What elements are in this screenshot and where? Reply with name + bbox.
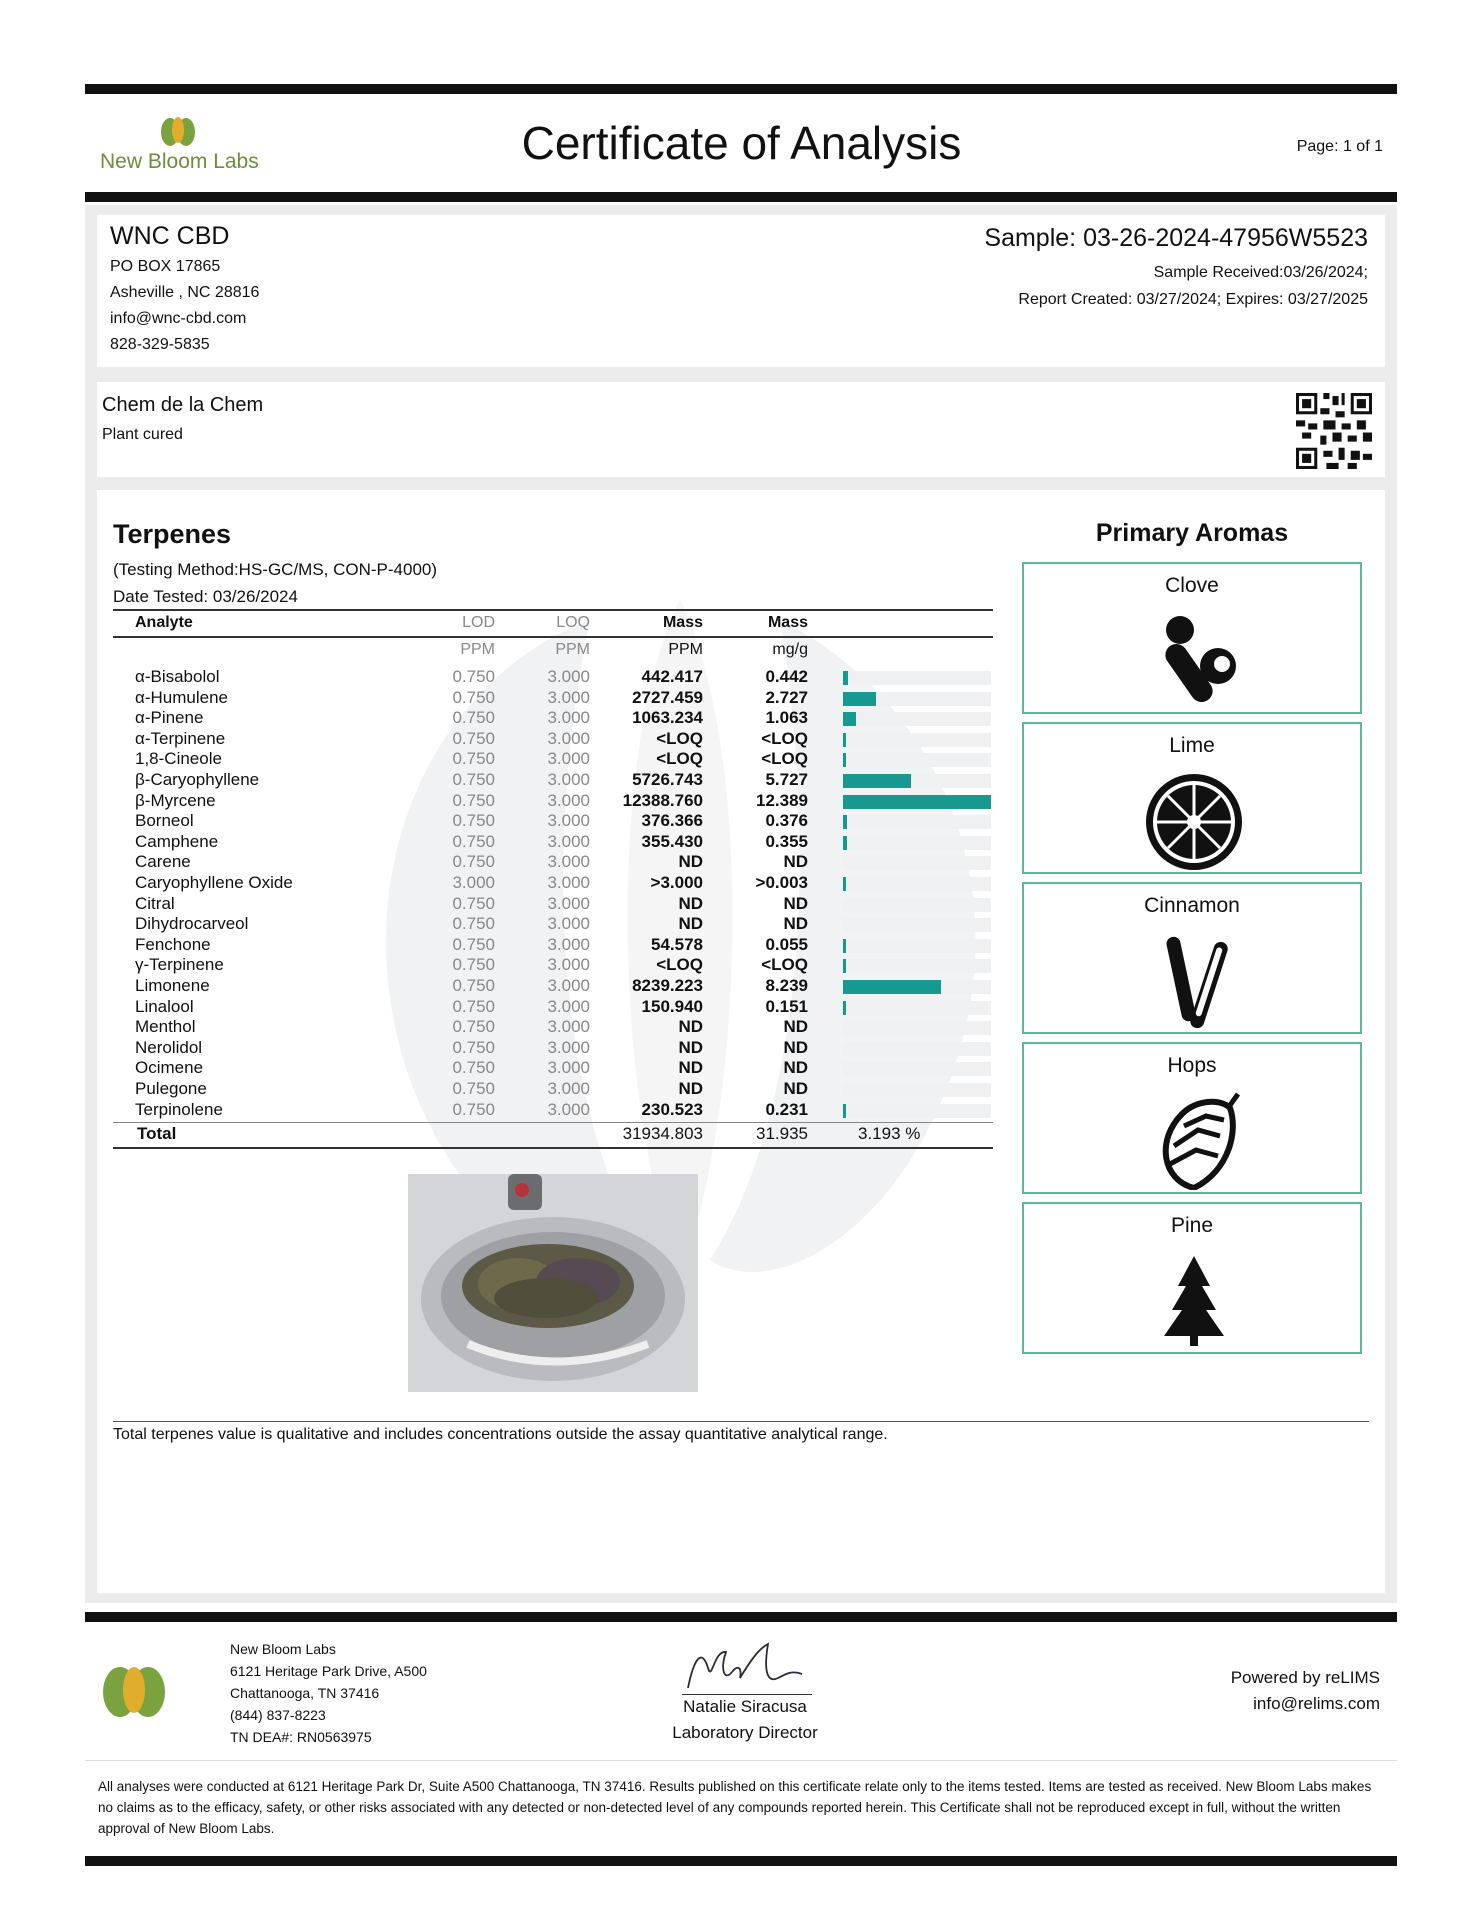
mass-mg-value: 0.231 (765, 1099, 808, 1119)
testing-method: (Testing Method:HS-GC/MS, CON-P-4000) (113, 560, 438, 579)
table-row (113, 832, 993, 853)
footer-dea: TN DEA#: RN0563975 (230, 1729, 372, 1745)
table-row (113, 791, 993, 812)
analyte-name: Citral (135, 893, 175, 913)
concentration-bar (843, 1104, 846, 1118)
analyte-name: 1,8-Cineole (135, 749, 222, 769)
concentration-bar (843, 712, 856, 726)
client-name: WNC CBD (110, 222, 230, 250)
concentration-bar (843, 774, 911, 788)
loq-value: 3.000 (547, 1079, 590, 1098)
concentration-bar (843, 671, 848, 685)
header-analyte: Analyte (135, 614, 193, 631)
header-loq: LOQ (556, 614, 590, 631)
header-mass-ppm: Mass (662, 614, 703, 631)
analyte-name: Ocimene (135, 1058, 204, 1078)
concentration-bar-track (843, 918, 991, 932)
concentration-bar (843, 877, 846, 891)
mass-ppm-value: ND (678, 852, 703, 872)
mass-mg-value: 0.055 (765, 934, 808, 954)
mass-mg-value: 0.376 (765, 811, 808, 831)
mass-ppm-value: >3.000 (650, 873, 703, 892)
mass-mg-value: >0.003 (755, 873, 808, 892)
concentration-bar (843, 733, 846, 747)
table-row (113, 1100, 993, 1121)
aroma-pine (1022, 1202, 1362, 1354)
mass-mg-value: 12.389 (756, 790, 808, 810)
table-row (113, 770, 993, 791)
analyte-name: Carene (135, 852, 191, 872)
table-row (113, 811, 993, 832)
analyte-name: Nerolidol (135, 1037, 203, 1057)
table-row (113, 997, 993, 1018)
lod-value: 0.750 (452, 914, 495, 934)
footer-address2: Chattanooga, TN 37416 (230, 1685, 380, 1701)
analyte-name: α-Humulene (135, 687, 228, 707)
table-row (113, 873, 993, 894)
concentration-bar-track (843, 856, 991, 870)
note-rule (113, 1421, 1369, 1422)
total-ppm: 31934.803 (622, 1124, 703, 1143)
bottom-rule (85, 1856, 1397, 1866)
loq-value: 3.000 (547, 996, 590, 1016)
unit-loq: PPM (555, 641, 590, 658)
unit-mass-mg: mg/g (772, 641, 808, 658)
loq-value: 3.000 (547, 667, 590, 686)
lod-value: 0.750 (452, 1037, 495, 1057)
table-header (113, 614, 993, 635)
qr-code-icon[interactable] (1296, 393, 1372, 469)
concentration-bar (843, 753, 846, 767)
mass-ppm-value: <LOQ (656, 728, 703, 748)
mass-mg-value: ND (783, 852, 808, 872)
lod-value: 0.750 (452, 893, 495, 913)
analyte-name: Pulegone (135, 1079, 207, 1098)
mass-ppm-value: <LOQ (656, 955, 703, 975)
concentration-bar (843, 980, 941, 994)
loq-value: 3.000 (547, 955, 590, 975)
mass-mg-value: ND (783, 893, 808, 913)
lab-logo-text: New Bloom Labs (100, 150, 259, 173)
loq-value: 3.000 (547, 728, 590, 748)
analyte-name: γ-Terpinene (135, 955, 224, 975)
footer-top-rule (85, 1612, 1397, 1622)
powered-by: Powered by reLIMS (1230, 1668, 1380, 1687)
analyte-name: Linalool (135, 996, 194, 1016)
total-row (113, 1124, 993, 1145)
aroma-cinnamon (1022, 882, 1362, 1034)
aroma-clove (1022, 562, 1362, 714)
concentration-bar-track (843, 898, 991, 912)
concentration-bar-track (843, 980, 991, 994)
mass-mg-value: 5.727 (765, 770, 808, 789)
mass-mg-value: ND (783, 914, 808, 934)
loq-value: 3.000 (547, 1037, 590, 1057)
disclaimer: All analyses were conducted at 6121 Heritage Park Dr, Suite A500 Chattanooga, TN 37416. Results published on this certificate relate only to the items tested. Items are tested as received. New Bloom Labs makes no claims as to the efficacy, safety, or other risks associated with any detected or non-detected level of any compounds reported herein. This Certificate shall not be reproduced except in full, without the written approval of New Bloom Labs. (98, 1779, 1372, 1836)
mass-ppm-value: 12388.760 (622, 790, 703, 810)
table-row (113, 688, 993, 709)
mass-ppm-value: <LOQ (656, 749, 703, 769)
footer-phone: (844) 837-8223 (230, 1707, 326, 1723)
table-row (113, 749, 993, 770)
analyte-name: β-Myrcene (135, 790, 216, 810)
mass-ppm-value: 442.417 (641, 667, 703, 686)
loq-value: 3.000 (547, 976, 590, 995)
loq-value: 3.000 (547, 852, 590, 872)
mass-ppm-value: 1063.234 (632, 708, 703, 728)
analyte-name: Terpinolene (135, 1099, 223, 1119)
concentration-bar-track (843, 753, 991, 767)
pine-tree-icon (1134, 1250, 1254, 1350)
table-header-rule (113, 636, 993, 638)
table-bottom-rule (113, 1147, 993, 1149)
clove-icon (1134, 610, 1254, 710)
page-title: Certificate of Analysis (521, 117, 962, 169)
lod-value: 0.750 (452, 708, 495, 728)
lod-value: 0.750 (452, 831, 495, 851)
total-label: Total (137, 1124, 177, 1143)
header-mass-mg: Mass (767, 614, 808, 631)
concentration-bar-track (843, 1001, 991, 1015)
aroma-label: Lime (1169, 734, 1215, 757)
terpene-note: Total terpenes value is qualitative and includes concentrations outside the assay quantitative analytical range. (113, 1426, 888, 1443)
loq-value: 3.000 (547, 708, 590, 728)
concentration-bar-track (843, 1083, 991, 1097)
lod-value: 0.750 (452, 1058, 495, 1078)
analyte-name: Borneol (135, 811, 194, 831)
footer-address1: 6121 Heritage Park Drive, A500 (230, 1663, 427, 1679)
sample-id: Sample: 03-26-2024-47956W5523 (984, 224, 1368, 252)
aroma-hops (1022, 1042, 1362, 1194)
mass-mg-value: 2.727 (765, 687, 808, 707)
concentration-bar (843, 692, 876, 706)
table-row (113, 1038, 993, 1059)
footer-divider (85, 1760, 1397, 1761)
concentration-bar-track (843, 1042, 991, 1056)
lod-value: 0.750 (452, 1079, 495, 1098)
unit-lod: PPM (460, 641, 495, 658)
concentration-bar-track (843, 712, 991, 726)
concentration-bar-track (843, 815, 991, 829)
mass-mg-value: ND (783, 1037, 808, 1057)
analyte-name: Dihydrocarveol (135, 914, 249, 934)
lod-value: 0.750 (452, 667, 495, 686)
table-row (113, 1017, 993, 1038)
lod-value: 0.750 (452, 770, 495, 789)
mass-mg-value: ND (783, 1079, 808, 1098)
mass-ppm-value: ND (678, 1079, 703, 1098)
concentration-bar (843, 795, 991, 809)
mass-ppm-value: 8239.223 (632, 976, 703, 995)
table-row (113, 1058, 993, 1079)
loq-value: 3.000 (547, 934, 590, 954)
analyte-name: Caryophyllene Oxide (135, 873, 293, 892)
mass-mg-value: ND (783, 1058, 808, 1078)
mass-ppm-value: 150.940 (641, 996, 703, 1016)
concentration-bar-track (843, 733, 991, 747)
date-tested: Date Tested: 03/26/2024 (113, 587, 298, 606)
concentration-bar (843, 815, 847, 829)
aroma-lime (1022, 722, 1362, 874)
loq-value: 3.000 (547, 893, 590, 913)
mass-ppm-value: 376.366 (641, 811, 703, 831)
concentration-bar-track (843, 795, 991, 809)
concentration-bar (843, 836, 847, 850)
concentration-bar-track (843, 877, 991, 891)
lod-value: 0.750 (452, 790, 495, 810)
mass-mg-value: 0.355 (765, 831, 808, 851)
footer-logo-icon (98, 1660, 170, 1720)
aroma-label: Clove (1165, 574, 1219, 597)
mass-mg-value: 0.442 (765, 667, 808, 686)
concentration-bar-track (843, 959, 991, 973)
loq-value: 3.000 (547, 914, 590, 934)
mass-ppm-value: ND (678, 893, 703, 913)
mass-ppm-value: 5726.743 (632, 770, 703, 789)
lod-value: 0.750 (452, 687, 495, 707)
total-percent: 3.193 % (858, 1124, 921, 1143)
hops-icon (1134, 1090, 1254, 1190)
concentration-bar (843, 959, 846, 973)
mass-ppm-value: ND (678, 914, 703, 934)
director-title: Laboratory Director (672, 1723, 818, 1742)
lod-value: 0.750 (452, 1017, 495, 1037)
loq-value: 3.000 (547, 873, 590, 892)
mass-ppm-value: ND (678, 1037, 703, 1057)
footer-lab-name: New Bloom Labs (230, 1641, 336, 1657)
terpenes-title: Terpenes (113, 519, 232, 549)
analyte-name: Menthol (135, 1017, 196, 1037)
client-address-line1: PO BOX 17865 (110, 258, 221, 275)
mass-ppm-value: 230.523 (641, 1099, 703, 1119)
table-row (113, 667, 993, 688)
client-email: info@wnc-cbd.com (110, 310, 247, 327)
report-dates: Report Created: 03/27/2024; Expires: 03/27/2025 (1018, 291, 1368, 308)
mass-mg-value: ND (783, 1017, 808, 1037)
table-total-rule (113, 1122, 993, 1123)
lod-value: 0.750 (452, 934, 495, 954)
analyte-name: α-Terpinene (135, 728, 226, 748)
mass-mg-value: 0.151 (765, 996, 808, 1016)
unit-mass-ppm: PPM (668, 641, 703, 658)
mass-ppm-value: ND (678, 1058, 703, 1078)
concentration-bar-track (843, 1021, 991, 1035)
cinnamon-icon (1134, 930, 1254, 1030)
header-rule (85, 192, 1397, 202)
mass-ppm-value: 2727.459 (632, 687, 703, 707)
lod-value: 0.750 (452, 852, 495, 872)
lod-value: 0.750 (452, 955, 495, 975)
lod-value: 0.750 (452, 996, 495, 1016)
top-rule (85, 84, 1397, 94)
loq-value: 3.000 (547, 1017, 590, 1037)
table-row (113, 955, 993, 976)
lod-value: 0.750 (452, 1099, 495, 1119)
table-row (113, 976, 993, 997)
powered-email: info@relims.com (1253, 1694, 1380, 1713)
client-address-line2: Asheville , NC 28816 (110, 284, 260, 301)
table-units (113, 641, 993, 662)
lod-value: 0.750 (452, 728, 495, 748)
mass-mg-value: <LOQ (761, 749, 808, 769)
page-number: Page: 1 of 1 (1296, 138, 1383, 155)
aroma-label: Hops (1167, 1054, 1217, 1077)
analyte-name: β-Caryophyllene (135, 770, 260, 789)
table-row (113, 914, 993, 935)
mass-mg-value: <LOQ (761, 955, 808, 975)
table-row (113, 852, 993, 873)
loq-value: 3.000 (547, 790, 590, 810)
analyte-name: Limonene (135, 976, 210, 995)
mass-ppm-value: 54.578 (651, 934, 703, 954)
loq-value: 3.000 (547, 1058, 590, 1078)
lod-value: 0.750 (452, 811, 495, 831)
aroma-label: Pine (1170, 1214, 1214, 1237)
product-type: Plant cured (102, 426, 183, 443)
loq-value: 3.000 (547, 1099, 590, 1119)
concentration-bar-track (843, 1104, 991, 1118)
table-row (113, 708, 993, 729)
concentration-bar (843, 939, 846, 953)
signature (680, 1638, 810, 1700)
concentration-bar (843, 1001, 846, 1015)
table-row (113, 729, 993, 750)
mass-ppm-value: ND (678, 1017, 703, 1037)
analyte-name: Fenchone (135, 934, 211, 954)
lime-icon (1134, 770, 1254, 870)
loq-value: 3.000 (547, 687, 590, 707)
loq-value: 3.000 (547, 811, 590, 831)
lod-value: 0.750 (452, 976, 495, 995)
concentration-bar-track (843, 671, 991, 685)
aroma-label: Cinnamon (1144, 894, 1240, 917)
mass-mg-value: 1.063 (765, 708, 808, 728)
table-row (113, 894, 993, 915)
mass-mg-value: <LOQ (761, 728, 808, 748)
total-mg: 31.935 (756, 1124, 808, 1143)
client-phone: 828-329-5835 (110, 336, 210, 353)
concentration-bar-track (843, 939, 991, 953)
aromas-title: Primary Aromas (1095, 519, 1289, 547)
lod-value: 0.750 (452, 749, 495, 769)
header-lod: LOD (462, 614, 495, 631)
product-panel (97, 382, 1385, 477)
sample-photo (408, 1174, 698, 1392)
sample-received: Sample Received:03/26/2024; (1153, 264, 1368, 281)
concentration-bar-track (843, 692, 991, 706)
signature-line (682, 1694, 812, 1695)
analyte-name: α-Bisabolol (135, 667, 220, 686)
loq-value: 3.000 (547, 749, 590, 769)
table-top-rule (113, 609, 993, 611)
loq-value: 3.000 (547, 770, 590, 789)
concentration-bar-track (843, 836, 991, 850)
product-name: Chem de la Chem (102, 394, 264, 416)
loq-value: 3.000 (547, 831, 590, 851)
mass-mg-value: 8.239 (765, 976, 808, 995)
concentration-bar-track (843, 774, 991, 788)
table-row (113, 935, 993, 956)
mass-ppm-value: 355.430 (641, 831, 703, 851)
table-row (113, 1079, 993, 1100)
director-name: Natalie Siracusa (683, 1697, 807, 1716)
lod-value: 3.000 (452, 873, 495, 892)
analyte-name: α-Pinene (135, 708, 204, 728)
concentration-bar-track (843, 1062, 991, 1076)
analyte-name: Camphene (135, 831, 219, 851)
